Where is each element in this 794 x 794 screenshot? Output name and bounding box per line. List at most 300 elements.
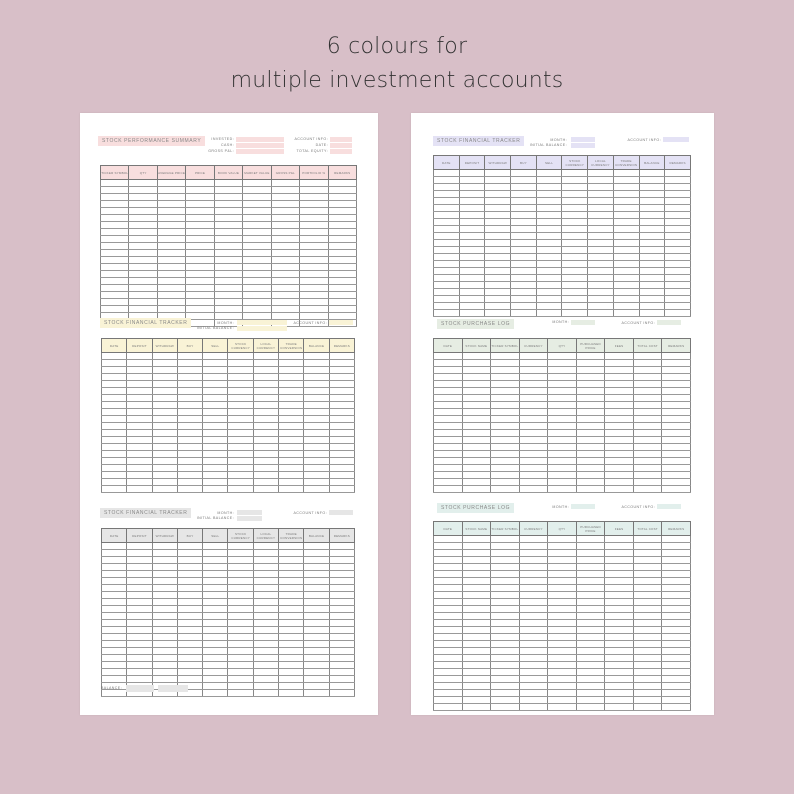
table-cell[interactable]: [434, 648, 463, 655]
table-cell[interactable]: [304, 388, 329, 395]
table-cell[interactable]: [152, 479, 177, 486]
table-cell[interactable]: [519, 479, 548, 486]
table-cell[interactable]: [243, 215, 271, 222]
table-cell[interactable]: [562, 205, 588, 212]
table-cell[interactable]: [633, 423, 662, 430]
table-cell[interactable]: [662, 613, 691, 620]
table-cell[interactable]: [243, 306, 271, 313]
table-cell[interactable]: [536, 254, 562, 261]
account-info-box[interactable]: [329, 510, 353, 515]
table-cell[interactable]: [462, 451, 491, 458]
table-cell[interactable]: [152, 486, 177, 493]
table-cell[interactable]: [459, 254, 485, 261]
table-cell[interactable]: [633, 641, 662, 648]
table-cell[interactable]: [228, 451, 253, 458]
table-cell[interactable]: [665, 254, 691, 261]
table-cell[interactable]: [434, 184, 460, 191]
table-cell[interactable]: [462, 599, 491, 606]
table-cell[interactable]: [662, 536, 691, 543]
table-cell[interactable]: [152, 451, 177, 458]
table-cell[interactable]: [576, 479, 605, 486]
table-cell[interactable]: [519, 381, 548, 388]
table-cell[interactable]: [519, 402, 548, 409]
table-cell[interactable]: [157, 257, 185, 264]
table-cell[interactable]: [253, 571, 278, 578]
table-cell[interactable]: [214, 187, 242, 194]
table-cell[interactable]: [304, 374, 329, 381]
table-cell[interactable]: [491, 444, 520, 451]
table-cell[interactable]: [203, 451, 228, 458]
table-cell[interactable]: [152, 437, 177, 444]
table-cell[interactable]: [203, 662, 228, 669]
table-cell[interactable]: [102, 353, 127, 360]
table-cell[interactable]: [511, 191, 537, 198]
table-cell[interactable]: [203, 472, 228, 479]
table-cell[interactable]: [662, 655, 691, 662]
table-cell[interactable]: [605, 627, 634, 634]
table-cell[interactable]: [329, 655, 354, 662]
table-cell[interactable]: [576, 486, 605, 493]
table-cell[interactable]: [605, 690, 634, 697]
table-cell[interactable]: [328, 243, 357, 250]
table-cell[interactable]: [491, 430, 520, 437]
table-cell[interactable]: [548, 388, 577, 395]
table-cell[interactable]: [434, 275, 460, 282]
table-cell[interactable]: [613, 177, 639, 184]
table-cell[interactable]: [662, 465, 691, 472]
table-cell[interactable]: [214, 236, 242, 243]
table-cell[interactable]: [177, 606, 202, 613]
table-cell[interactable]: [228, 458, 253, 465]
table-cell[interactable]: [127, 451, 152, 458]
table-cell[interactable]: [152, 578, 177, 585]
table-cell[interactable]: [177, 374, 202, 381]
table-cell[interactable]: [633, 416, 662, 423]
table-cell[interactable]: [662, 585, 691, 592]
table-cell[interactable]: [459, 184, 485, 191]
table-cell[interactable]: [462, 669, 491, 676]
table-cell[interactable]: [633, 690, 662, 697]
table-cell[interactable]: [491, 360, 520, 367]
table-cell[interactable]: [511, 296, 537, 303]
table-cell[interactable]: [562, 177, 588, 184]
table-cell[interactable]: [279, 360, 304, 367]
table-cell[interactable]: [462, 683, 491, 690]
table-cell[interactable]: [519, 641, 548, 648]
table-cell[interactable]: [548, 655, 577, 662]
table-cell[interactable]: [491, 571, 520, 578]
table-cell[interactable]: [605, 571, 634, 578]
table-cell[interactable]: [203, 550, 228, 557]
table-cell[interactable]: [243, 236, 271, 243]
table-cell[interactable]: [214, 299, 242, 306]
table-cell[interactable]: [228, 360, 253, 367]
table-cell[interactable]: [588, 198, 614, 205]
table-cell[interactable]: [203, 634, 228, 641]
table-cell[interactable]: [491, 557, 520, 564]
table-cell[interactable]: [279, 564, 304, 571]
table-cell[interactable]: [485, 226, 511, 233]
table-cell[interactable]: [633, 676, 662, 683]
table-cell[interactable]: [129, 299, 157, 306]
table-cell[interactable]: [127, 437, 152, 444]
table-cell[interactable]: [102, 641, 127, 648]
table-cell[interactable]: [462, 381, 491, 388]
table-cell[interactable]: [485, 219, 511, 226]
table-cell[interactable]: [665, 170, 691, 177]
table-cell[interactable]: [152, 388, 177, 395]
table-cell[interactable]: [228, 648, 253, 655]
table-cell[interactable]: [177, 571, 202, 578]
table-cell[interactable]: [548, 360, 577, 367]
table-cell[interactable]: [588, 247, 614, 254]
table-cell[interactable]: [434, 620, 463, 627]
table-cell[interactable]: [459, 219, 485, 226]
table-cell[interactable]: [152, 416, 177, 423]
table-cell[interactable]: [243, 299, 271, 306]
table-cell[interactable]: [228, 592, 253, 599]
table-cell[interactable]: [434, 416, 463, 423]
table-cell[interactable]: [152, 402, 177, 409]
table-cell[interactable]: [548, 409, 577, 416]
table-cell[interactable]: [462, 374, 491, 381]
table-cell[interactable]: [548, 599, 577, 606]
table-cell[interactable]: [157, 208, 185, 215]
table-cell[interactable]: [462, 402, 491, 409]
table-cell[interactable]: [633, 367, 662, 374]
table-cell[interactable]: [434, 268, 460, 275]
table-cell[interactable]: [102, 634, 127, 641]
table-cell[interactable]: [519, 557, 548, 564]
table-cell[interactable]: [519, 578, 548, 585]
table-cell[interactable]: [129, 278, 157, 285]
table-cell[interactable]: [253, 353, 278, 360]
table-cell[interactable]: [519, 360, 548, 367]
table-cell[interactable]: [271, 264, 299, 271]
table-cell[interactable]: [662, 683, 691, 690]
table-cell[interactable]: [228, 662, 253, 669]
table-cell[interactable]: [576, 374, 605, 381]
table-cell[interactable]: [102, 402, 127, 409]
table-cell[interactable]: [511, 247, 537, 254]
table-cell[interactable]: [102, 592, 127, 599]
table-cell[interactable]: [633, 479, 662, 486]
table-cell[interactable]: [228, 676, 253, 683]
table-cell[interactable]: [203, 557, 228, 564]
table-cell[interactable]: [329, 592, 354, 599]
table-cell[interactable]: [214, 292, 242, 299]
table-cell[interactable]: [605, 486, 634, 493]
table-cell[interactable]: [177, 627, 202, 634]
table-cell[interactable]: [279, 585, 304, 592]
table-cell[interactable]: [548, 683, 577, 690]
table-cell[interactable]: [102, 606, 127, 613]
table-cell[interactable]: [633, 704, 662, 711]
table-cell[interactable]: [576, 437, 605, 444]
table-cell[interactable]: [662, 592, 691, 599]
table-cell[interactable]: [127, 472, 152, 479]
table-cell[interactable]: [536, 219, 562, 226]
table-cell[interactable]: [434, 655, 463, 662]
table-cell[interactable]: [548, 627, 577, 634]
table-cell[interactable]: [548, 458, 577, 465]
table-cell[interactable]: [214, 201, 242, 208]
table-cell[interactable]: [485, 198, 511, 205]
table-cell[interactable]: [329, 641, 354, 648]
table-cell[interactable]: [203, 564, 228, 571]
table-cell[interactable]: [279, 606, 304, 613]
table-cell[interactable]: [152, 353, 177, 360]
table-cell[interactable]: [127, 402, 152, 409]
table-cell[interactable]: [152, 634, 177, 641]
table-cell[interactable]: [462, 557, 491, 564]
table-cell[interactable]: [613, 268, 639, 275]
table-cell[interactable]: [434, 451, 463, 458]
table-cell[interactable]: [304, 458, 329, 465]
table-cell[interactable]: [588, 303, 614, 310]
table-cell[interactable]: [127, 634, 152, 641]
table-cell[interactable]: [127, 655, 152, 662]
table-cell[interactable]: [243, 201, 271, 208]
table-cell[interactable]: [253, 655, 278, 662]
table-cell[interactable]: [605, 613, 634, 620]
month-box[interactable]: [571, 320, 595, 325]
table-cell[interactable]: [300, 236, 328, 243]
table-cell[interactable]: [329, 620, 354, 627]
table-cell[interactable]: [129, 243, 157, 250]
table-cell[interactable]: [519, 634, 548, 641]
table-cell[interactable]: [152, 395, 177, 402]
table-cell[interactable]: [102, 465, 127, 472]
table-cell[interactable]: [462, 409, 491, 416]
table-cell[interactable]: [536, 177, 562, 184]
date-box[interactable]: [330, 143, 352, 148]
table-cell[interactable]: [253, 606, 278, 613]
table-cell[interactable]: [253, 578, 278, 585]
table-cell[interactable]: [588, 282, 614, 289]
table-cell[interactable]: [203, 606, 228, 613]
table-cell[interactable]: [536, 289, 562, 296]
table-cell[interactable]: [253, 381, 278, 388]
table-cell[interactable]: [129, 194, 157, 201]
table-cell[interactable]: [662, 374, 691, 381]
table-cell[interactable]: [562, 303, 588, 310]
table-cell[interactable]: [633, 606, 662, 613]
table-cell[interactable]: [102, 430, 127, 437]
table-cell[interactable]: [662, 479, 691, 486]
table-cell[interactable]: [511, 184, 537, 191]
table-cell[interactable]: [605, 388, 634, 395]
table-cell[interactable]: [177, 599, 202, 606]
table-cell[interactable]: [152, 655, 177, 662]
table-cell[interactable]: [613, 275, 639, 282]
table-cell[interactable]: [157, 229, 185, 236]
table-cell[interactable]: [253, 395, 278, 402]
table-cell[interactable]: [243, 257, 271, 264]
table-cell[interactable]: [562, 261, 588, 268]
table-cell[interactable]: [511, 226, 537, 233]
table-cell[interactable]: [639, 268, 665, 275]
table-cell[interactable]: [639, 191, 665, 198]
table-cell[interactable]: [519, 458, 548, 465]
table-cell[interactable]: [605, 430, 634, 437]
table-cell[interactable]: [519, 437, 548, 444]
table-cell[interactable]: [129, 257, 157, 264]
table-cell[interactable]: [605, 402, 634, 409]
table-cell[interactable]: [605, 606, 634, 613]
table-cell[interactable]: [576, 402, 605, 409]
table-cell[interactable]: [228, 465, 253, 472]
table-cell[interactable]: [462, 536, 491, 543]
table-cell[interactable]: [633, 486, 662, 493]
table-cell[interactable]: [462, 353, 491, 360]
table-cell[interactable]: [177, 676, 202, 683]
table-cell[interactable]: [462, 458, 491, 465]
table-cell[interactable]: [605, 360, 634, 367]
table-cell[interactable]: [662, 388, 691, 395]
table-cell[interactable]: [639, 198, 665, 205]
table-cell[interactable]: [214, 222, 242, 229]
table-cell[interactable]: [613, 205, 639, 212]
table-cell[interactable]: [511, 212, 537, 219]
table-cell[interactable]: [434, 437, 463, 444]
table-cell[interactable]: [177, 451, 202, 458]
table-cell[interactable]: [665, 296, 691, 303]
table-cell[interactable]: [329, 599, 354, 606]
table-cell[interactable]: [253, 444, 278, 451]
table-cell[interactable]: [279, 613, 304, 620]
table-cell[interactable]: [511, 170, 537, 177]
table-cell[interactable]: [304, 353, 329, 360]
table-cell[interactable]: [662, 430, 691, 437]
table-cell[interactable]: [576, 697, 605, 704]
table-cell[interactable]: [214, 285, 242, 292]
table-cell[interactable]: [548, 697, 577, 704]
table-cell[interactable]: [152, 571, 177, 578]
table-cell[interactable]: [434, 599, 463, 606]
table-cell[interactable]: [613, 191, 639, 198]
table-cell[interactable]: [639, 212, 665, 219]
account-info-box[interactable]: [657, 504, 681, 509]
table-cell[interactable]: [102, 458, 127, 465]
table-cell[interactable]: [485, 184, 511, 191]
table-cell[interactable]: [665, 233, 691, 240]
table-cell[interactable]: [434, 360, 463, 367]
table-cell[interactable]: [605, 543, 634, 550]
table-cell[interactable]: [576, 571, 605, 578]
table-cell[interactable]: [329, 458, 354, 465]
table-cell[interactable]: [300, 222, 328, 229]
table-cell[interactable]: [662, 641, 691, 648]
table-cell[interactable]: [253, 416, 278, 423]
table-cell[interactable]: [662, 599, 691, 606]
table-cell[interactable]: [101, 278, 129, 285]
table-cell[interactable]: [519, 669, 548, 676]
table-cell[interactable]: [329, 571, 354, 578]
table-cell[interactable]: [152, 606, 177, 613]
table-cell[interactable]: [177, 381, 202, 388]
table-cell[interactable]: [434, 205, 460, 212]
table-cell[interactable]: [519, 486, 548, 493]
table-cell[interactable]: [462, 655, 491, 662]
table-cell[interactable]: [253, 641, 278, 648]
table-cell[interactable]: [491, 465, 520, 472]
table-cell[interactable]: [228, 479, 253, 486]
table-cell[interactable]: [434, 430, 463, 437]
table-cell[interactable]: [491, 578, 520, 585]
table-cell[interactable]: [102, 437, 127, 444]
table-cell[interactable]: [459, 247, 485, 254]
table-cell[interactable]: [152, 409, 177, 416]
table-cell[interactable]: [279, 550, 304, 557]
table-cell[interactable]: [519, 662, 548, 669]
table-cell[interactable]: [605, 465, 634, 472]
table-cell[interactable]: [462, 592, 491, 599]
table-cell[interactable]: [228, 402, 253, 409]
table-cell[interactable]: [279, 423, 304, 430]
table-cell[interactable]: [576, 353, 605, 360]
table-cell[interactable]: [127, 662, 152, 669]
table-cell[interactable]: [228, 683, 253, 690]
table-cell[interactable]: [576, 704, 605, 711]
table-cell[interactable]: [101, 194, 129, 201]
month-box[interactable]: [571, 137, 595, 142]
table-cell[interactable]: [279, 395, 304, 402]
table-cell[interactable]: [271, 271, 299, 278]
table-cell[interactable]: [462, 676, 491, 683]
table-cell[interactable]: [548, 585, 577, 592]
table-cell[interactable]: [588, 177, 614, 184]
table-cell[interactable]: [519, 465, 548, 472]
table-cell[interactable]: [243, 229, 271, 236]
table-cell[interactable]: [562, 184, 588, 191]
table-cell[interactable]: [304, 423, 329, 430]
table-cell[interactable]: [279, 543, 304, 550]
table-cell[interactable]: [434, 353, 463, 360]
table-cell[interactable]: [519, 430, 548, 437]
table-cell[interactable]: [511, 205, 537, 212]
table-cell[interactable]: [548, 704, 577, 711]
table-cell[interactable]: [329, 557, 354, 564]
table-cell[interactable]: [177, 543, 202, 550]
table-cell[interactable]: [253, 402, 278, 409]
table-cell[interactable]: [605, 395, 634, 402]
table-cell[interactable]: [102, 388, 127, 395]
table-cell[interactable]: [101, 243, 129, 250]
table-cell[interactable]: [662, 557, 691, 564]
table-cell[interactable]: [459, 240, 485, 247]
table-cell[interactable]: [203, 479, 228, 486]
table-cell[interactable]: [491, 599, 520, 606]
equity-box[interactable]: [330, 149, 352, 154]
table-cell[interactable]: [243, 278, 271, 285]
table-cell[interactable]: [548, 437, 577, 444]
table-cell[interactable]: [304, 662, 329, 669]
table-cell[interactable]: [633, 360, 662, 367]
table-cell[interactable]: [633, 458, 662, 465]
table-cell[interactable]: [665, 226, 691, 233]
table-cell[interactable]: [152, 669, 177, 676]
table-cell[interactable]: [434, 557, 463, 564]
table-cell[interactable]: [279, 451, 304, 458]
table-cell[interactable]: [186, 264, 214, 271]
table-cell[interactable]: [562, 282, 588, 289]
table-cell[interactable]: [662, 648, 691, 655]
table-cell[interactable]: [214, 271, 242, 278]
table-cell[interactable]: [519, 620, 548, 627]
table-cell[interactable]: [639, 275, 665, 282]
table-cell[interactable]: [279, 416, 304, 423]
